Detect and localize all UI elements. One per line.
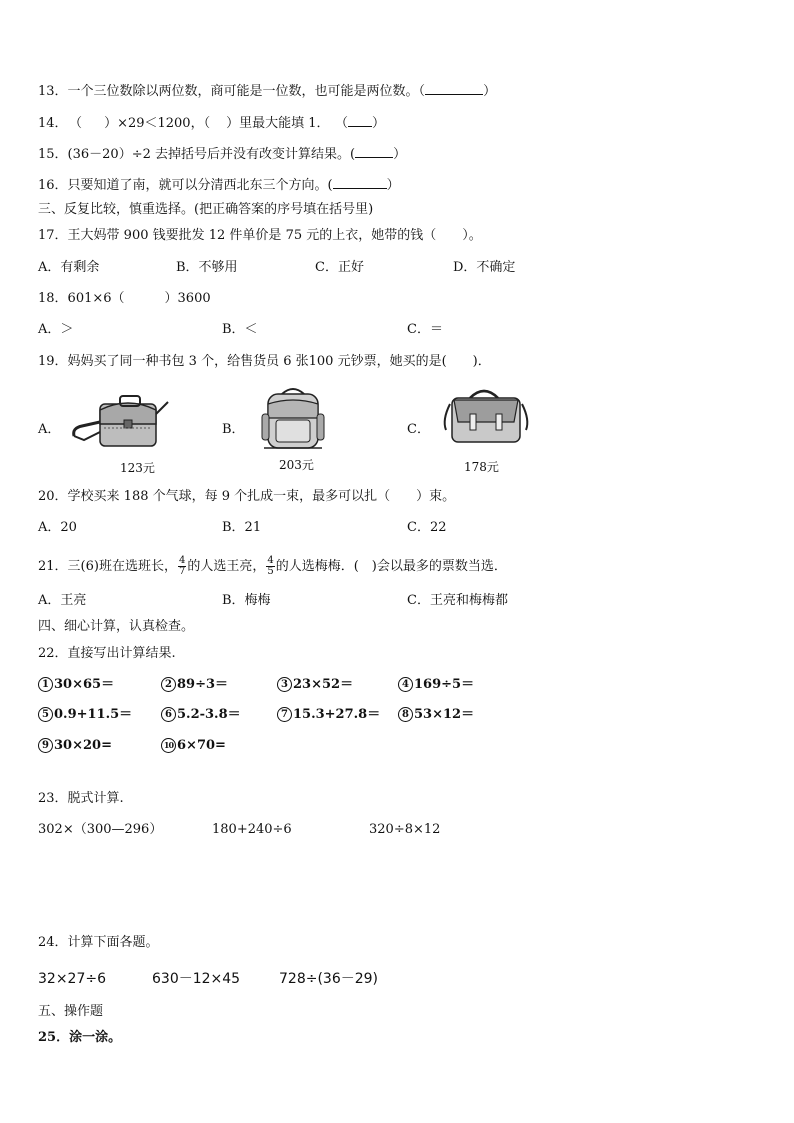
q23-item-1: 302×（300—296） xyxy=(38,822,163,837)
q16-text: 只要知道了南，就可以分清西北东三个方向。( xyxy=(67,178,333,193)
fraction-4-7 xyxy=(178,556,186,577)
q15-number: 15． xyxy=(38,147,68,162)
q14-paren-3: （ xyxy=(341,116,349,131)
q22-item-5[interactable] xyxy=(38,706,132,724)
q20-option-c[interactable]: C．22 xyxy=(407,520,447,535)
question-17 xyxy=(38,227,482,245)
q24-text: 计算下面各题。 xyxy=(67,935,159,950)
fraction-denominator: 7 xyxy=(178,566,186,577)
q13-text: 一个三位数除以两位数，商可能是一位数，也可能是两位数。（ xyxy=(67,84,426,99)
q14-text-2: ）里最大能填 1． xyxy=(226,116,330,131)
q15-close: ） xyxy=(393,147,407,162)
q13-close: ） xyxy=(483,84,497,99)
q23-text: 脱式计算. xyxy=(67,791,124,806)
q17-option-c[interactable]: C．正好 xyxy=(315,260,364,275)
q17-text: 王大妈带 900 钱要批发 12 件单价是 75 元的上衣，她带的钱（ ）。 xyxy=(67,228,482,243)
q21-text-2: 的人选王亮， xyxy=(187,559,266,574)
q24-item-1: 32×27÷6 xyxy=(38,971,106,987)
q21-text-3: 的人选梅梅．( )会以最多的票数当选． xyxy=(275,559,507,574)
circled-number-icon: 6 xyxy=(161,707,176,722)
satchel-icon[interactable] xyxy=(440,384,532,448)
section-4-heading: 四、细心计算，认真检查。 xyxy=(38,619,195,634)
circled-number-icon: 1 xyxy=(38,677,53,692)
q18-option-a[interactable]: A．＞ xyxy=(38,322,74,337)
q14-paren-close: ） xyxy=(372,116,386,131)
q22-expression: 53×12＝ xyxy=(414,707,475,722)
q22-item-1[interactable] xyxy=(38,676,114,694)
q16-number: 16． xyxy=(38,178,68,193)
q22-item-9[interactable] xyxy=(38,737,112,755)
q13-number: 13． xyxy=(38,84,68,99)
circled-number-icon: 5 xyxy=(38,707,53,722)
q20-option-b[interactable]: B．21 xyxy=(222,520,262,535)
section-5-heading: 五、操作题 xyxy=(38,1004,104,1019)
question-16 xyxy=(38,176,400,195)
q22-item-2[interactable] xyxy=(161,676,228,694)
q22-item-4[interactable] xyxy=(398,676,474,694)
q21-text-1: 三(6)班在选班长， xyxy=(67,559,177,574)
q19-text: 妈妈买了同一种书包 3 个，给售货员 6 张100 元钞票，她买的是( )． xyxy=(67,354,491,369)
circled-number-icon: 2 xyxy=(161,677,176,692)
fraction-numerator: 4 xyxy=(178,555,186,566)
q22-expression: 89÷3＝ xyxy=(177,677,229,692)
q20-number: 20． xyxy=(38,489,68,504)
q24-item-3: 728÷(36－29) xyxy=(279,971,379,987)
q22-expression: 30×20= xyxy=(54,738,112,753)
question-25 xyxy=(38,1029,121,1047)
question-18 xyxy=(38,290,211,308)
question-15 xyxy=(38,145,406,164)
q22-number: 22． xyxy=(38,646,68,661)
q22-expression: 23×52＝ xyxy=(293,677,354,692)
q25-number: 25． xyxy=(38,1030,70,1045)
q19-price-b: 203元 xyxy=(279,458,314,472)
q21-option-b[interactable]: B．梅梅 xyxy=(222,593,271,608)
q24-item-2: 630－12×45 xyxy=(152,971,241,987)
q14-paren-open: （ xyxy=(75,116,83,131)
q22-expression: 30×65＝ xyxy=(54,677,115,692)
q20-text: 学校买来 188 个气球，每 9 个扎成一束，最多可以扎（ ）束。 xyxy=(67,489,456,504)
q17-option-b[interactable]: B．不够用 xyxy=(176,260,238,275)
messenger-bag-icon[interactable] xyxy=(70,388,172,454)
q22-expression: 15.3+27.8＝ xyxy=(293,707,381,722)
q19-option-b-label[interactable]: B． xyxy=(222,422,245,437)
q14-text-1: ）×29＜1200，（ xyxy=(104,116,211,131)
q22-expression: 5.2-3.8＝ xyxy=(177,707,241,722)
q22-text: 直接写出计算结果. xyxy=(67,646,176,661)
q19-option-a-label[interactable]: A． xyxy=(38,422,61,437)
question-22 xyxy=(38,645,176,663)
q15-answer-blank[interactable] xyxy=(355,145,393,158)
fraction-4-5 xyxy=(266,556,274,577)
circled-number-icon: 10 xyxy=(161,738,176,753)
q18-text-1: 601×6（ xyxy=(67,291,125,306)
q22-item-6[interactable] xyxy=(161,706,241,724)
circled-number-icon: 9 xyxy=(38,738,53,753)
q13-answer-blank[interactable] xyxy=(425,82,483,95)
circled-number-icon: 4 xyxy=(398,677,413,692)
q22-item-8[interactable] xyxy=(398,706,474,724)
question-20 xyxy=(38,488,455,506)
q22-expression: 169÷5＝ xyxy=(414,677,475,692)
fraction-denominator: 5 xyxy=(267,566,274,577)
question-23 xyxy=(38,790,124,808)
question-19 xyxy=(38,353,491,371)
q15-text: (36－20）÷2 去掉括号后并没有改变计算结果。( xyxy=(67,147,356,162)
question-13 xyxy=(38,82,496,101)
q22-item-3[interactable] xyxy=(277,676,353,694)
question-14 xyxy=(38,114,385,133)
q22-item-7[interactable] xyxy=(277,706,380,724)
q23-number: 23． xyxy=(38,791,68,806)
backpack-icon[interactable] xyxy=(258,384,328,456)
circled-number-icon: 3 xyxy=(277,677,292,692)
question-24 xyxy=(38,934,159,952)
q23-item-2: 180+240÷6 xyxy=(212,822,292,837)
q17-number: 17． xyxy=(38,228,68,243)
q18-option-c[interactable]: C．＝ xyxy=(407,322,443,337)
q17-option-a[interactable]: A．有剩余 xyxy=(38,260,100,275)
q18-option-b[interactable]: B．＜ xyxy=(222,322,258,337)
q19-price-a: 123元 xyxy=(120,461,155,475)
q18-number: 18． xyxy=(38,291,68,306)
circled-number-icon: 7 xyxy=(277,707,292,722)
q22-expression: 0.9+11.5＝ xyxy=(54,707,133,722)
q16-answer-blank[interactable] xyxy=(333,176,387,189)
fraction-numerator: 4 xyxy=(267,555,274,566)
q20-option-a[interactable]: A．20 xyxy=(38,520,77,535)
q22-item-10[interactable] xyxy=(161,737,226,755)
q14-answer-blank[interactable] xyxy=(348,114,372,127)
q22-expression: 6×70= xyxy=(177,738,226,753)
q21-option-a[interactable]: A．王亮 xyxy=(38,593,87,608)
q25-text: 涂一涂。 xyxy=(69,1030,122,1045)
q16-close: ） xyxy=(386,178,400,193)
question-21 xyxy=(38,555,507,579)
q23-item-3: 320÷8×12 xyxy=(369,822,441,837)
section-3-heading: 三、反复比较，慎重选择。(把正确答案的序号填在括号里) xyxy=(38,202,374,217)
q14-number: 14． xyxy=(38,116,68,131)
q18-text-2: ）3600 xyxy=(164,291,211,306)
q24-number: 24． xyxy=(38,935,68,950)
q21-option-c[interactable]: C．王亮和梅梅都 xyxy=(407,593,508,608)
q19-number: 19． xyxy=(38,354,68,369)
q19-price-c: 178元 xyxy=(464,460,499,474)
circled-number-icon: 8 xyxy=(398,707,413,722)
q19-option-c-label[interactable]: C． xyxy=(407,422,430,437)
q17-option-d[interactable]: D．不确定 xyxy=(453,260,516,275)
q21-number: 21． xyxy=(38,559,68,574)
